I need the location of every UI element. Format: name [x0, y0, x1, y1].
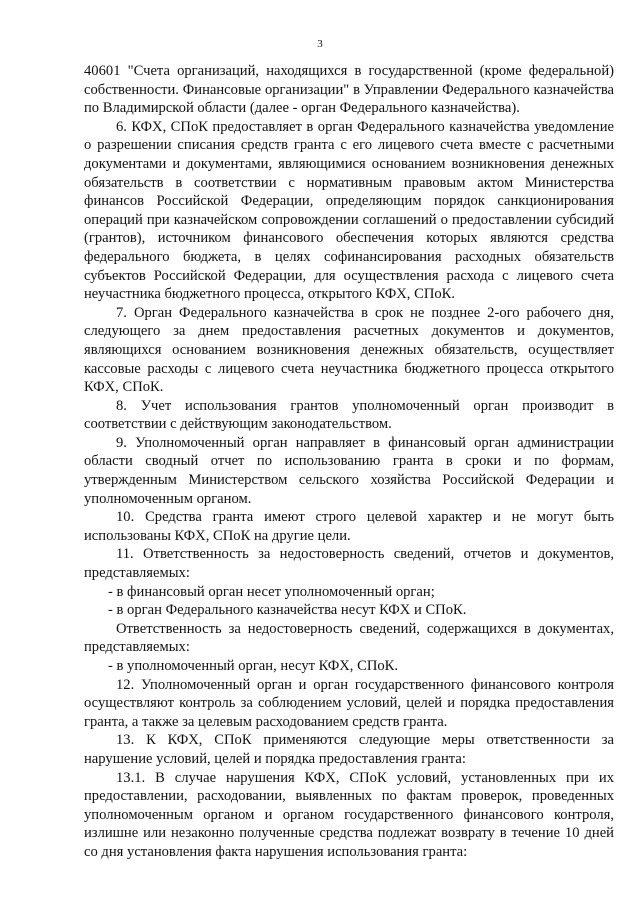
- paragraph-8: 8. Учет использования грантов уполномоченный орган производит в соответствии с действующим законодательством.: [84, 397, 614, 433]
- paragraph-account-continuation: 40601 "Счета организаций, находящихся в государственной (кроме федеральной) собственности. Финансовые организации" в Управлении Федерального казначейства по Владимирской области (далее - орган Федерального казначейства).: [84, 63, 614, 117]
- paragraph-13-1: 13.1. В случае нарушения КФХ, СПоК условий, установленных при их предоставлении, расходовании, выявленных по фактам проверок, проведенных уполномоченным органом и органом государственного финансового контроля, излишне или незаконно полученные средства подлежат возврату в течение 10 дней со дня установления факта нарушения использования гранта:: [84, 769, 614, 860]
- paragraph-responsibility: Ответственность за недостоверность сведений, содержащихся в документах, представляемых:: [84, 620, 614, 656]
- paragraph-7: 7. Орган Федерального казначейства в срок не позднее 2-ого рабочего дня, следующего за днем предоставления расчетных документов и документов, являющихся основанием возникновения денежных обязательств, осуществляет кассовые расходы с лицевого счета неучастника бюджетного процесса открытого КФХ, СПоК.: [84, 304, 614, 396]
- list-item-treasury: - в орган Федерального казначейства несут КФХ и СПоК.: [108, 602, 467, 619]
- paragraph-13: 13. К КФХ, СПоК применяются следующие меры ответственности за нарушение условий, целей и порядка предоставления гранта:: [84, 732, 614, 767]
- paragraph-10: 10. Средства гранта имеют строго целевой характер и не могут быть использованы КФХ, СПоК на другие цели.: [84, 509, 614, 544]
- paragraph-6: 6. КФХ, СПоК предоставляет в орган Федерального казначейства уведомление о разрешении списания средств гранта с его лицевого счета вместе с расчетными документами и документами, являющимися основанием возникновения денежных обязательств в соответствии с нормативным правовым актом Министерства финансов Российской Федерации, определяющим порядок санкционирования операций при казначейском сопровождении соглашений о предоставлении субсидий (грантов), источником финансового обеспечения которых являются средства федерального бюджета, в целях софинансирования расходных обязательств субъектов Российской Федерации, для осуществления расхода с лицевого счета неучастника бюджетного процесса, открытого КФХ, СПоК.: [84, 118, 614, 303]
- page-number: 3: [317, 38, 323, 50]
- paragraph-11: 11. Ответственность за недостоверность сведений, отчетов и документов, представляемых:: [84, 546, 614, 582]
- list-item-authorized-body: - в уполномоченный орган, несут КФХ, СПоК.: [108, 658, 399, 674]
- paragraph-9: 9. Уполномоченный орган направляет в финансовый орган администрации области сводный отчет по использованию гранта в сроки и по формам, утвержденным Министерством сельского хозяйства Российской Федерации и уполномоченным органом.: [84, 434, 614, 507]
- list-item-financial-body: - в финансовый орган несет уполномоченный орган;: [108, 583, 435, 600]
- paragraph-12: 12. Уполномоченный орган и орган государственного финансового контроля осуществляют контроль за соблюдением условий, целей и порядка предоставления гранта, а также за целевым расходованием средств гранта.: [84, 676, 614, 730]
- document-body: [84, 62, 614, 862]
